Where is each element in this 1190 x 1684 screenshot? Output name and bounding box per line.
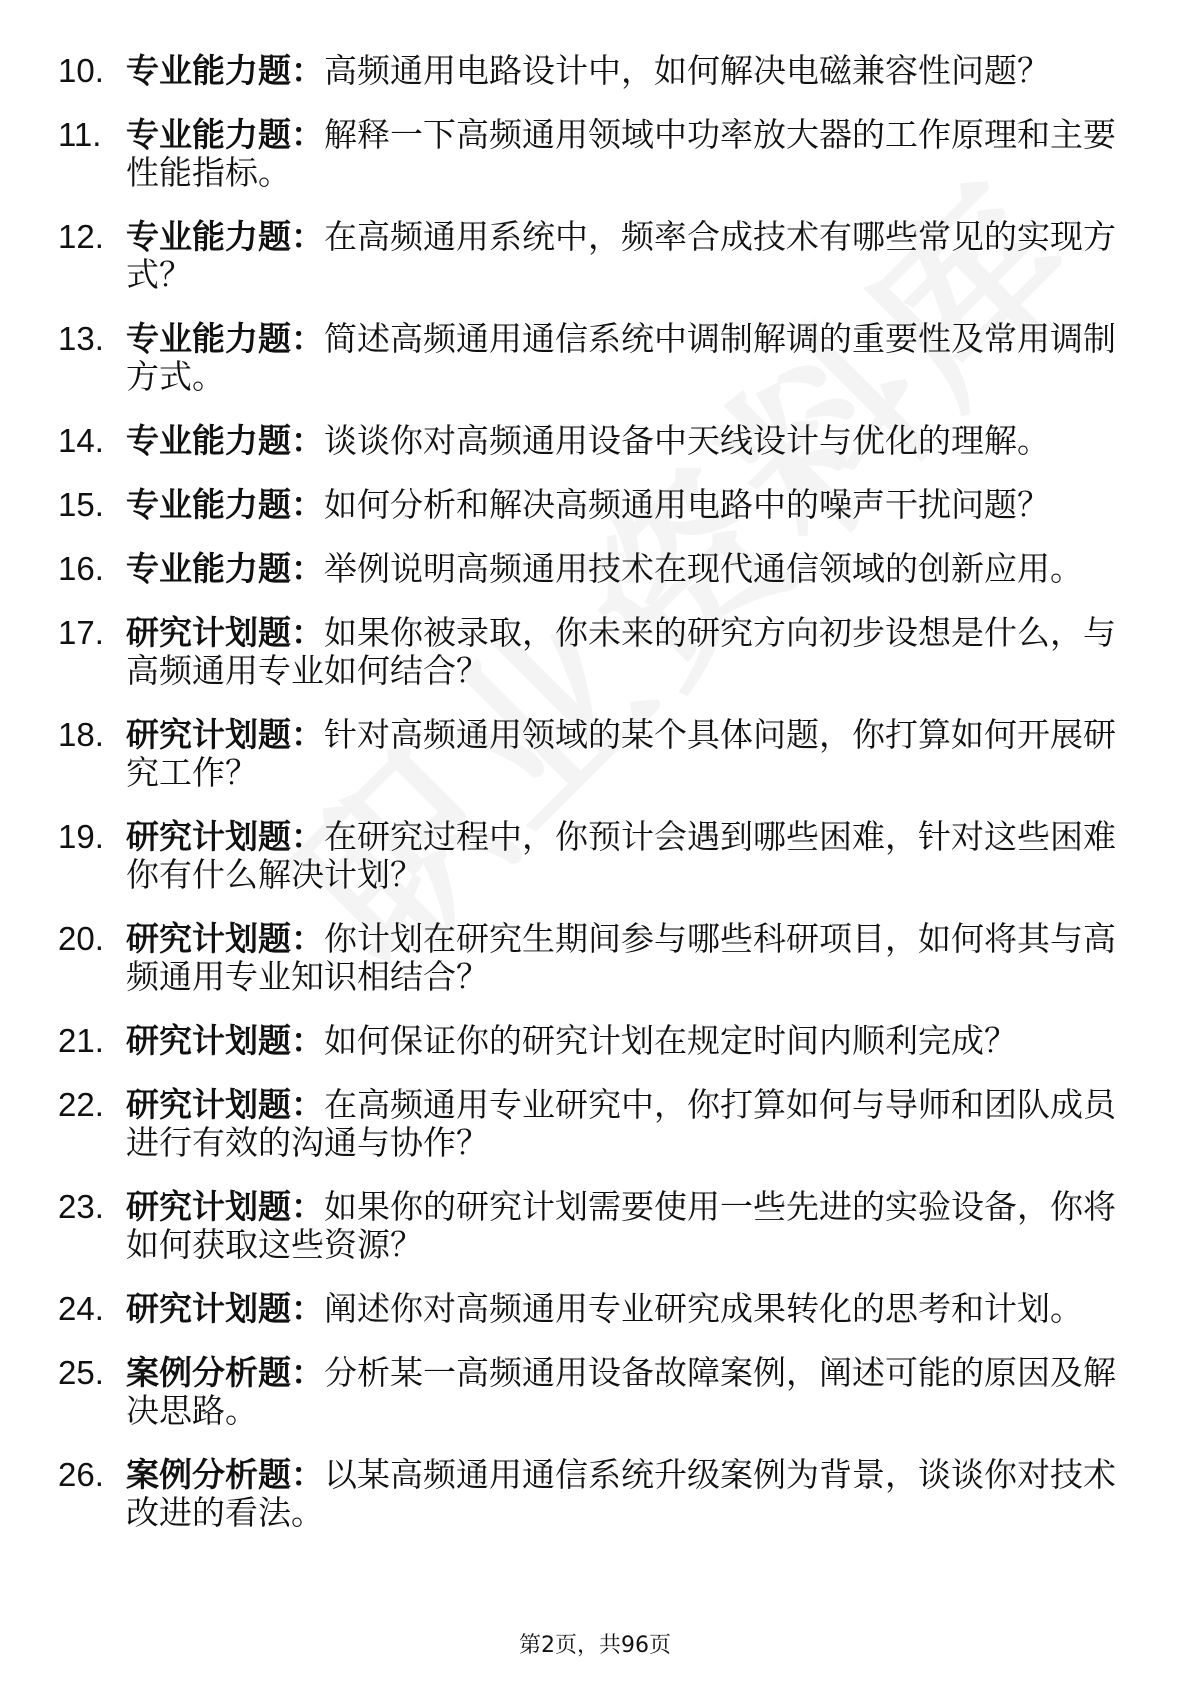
list-item [58,52,1118,90]
item-text: 针对高频通用领域的某个具体问题，你打算如何开展研究工作？ [126,715,1116,792]
list-item [58,422,1118,460]
list-item [58,1290,1118,1328]
list-item [58,1188,1118,1264]
item-text: 你计划在研究生期间参与哪些科研项目，如何将其与高频通用专业知识相结合？ [126,919,1116,996]
page-footer: 第2页，共96页 [519,1633,671,1658]
item-category: 研究计划题： [126,613,324,652]
item-number: 15. [58,486,104,523]
list-item [58,218,1118,294]
item-body [126,716,1118,792]
item-text: 简述高频通用通信系统中调制解调的重要性及常用调制方式。 [126,319,1116,396]
item-category: 专业能力题： [126,421,324,460]
list-item [58,550,1118,588]
item-text: 举例说明高频通用技术在现代通信领域的创新应用。 [324,549,1083,588]
item-category: 专业能力题： [126,217,324,256]
item-number: 17. [58,614,104,651]
list-item [58,920,1118,996]
item-body [126,422,1118,460]
item-number: 11. [58,116,102,153]
item-category: 研究计划题： [126,1187,324,1226]
item-body [126,1188,1118,1264]
item-number: 18. [58,716,104,753]
item-body [126,818,1118,894]
item-number: 16. [58,550,104,587]
item-number: 22. [58,1086,104,1123]
item-body [126,1354,1118,1430]
item-body [126,920,1118,996]
item-category: 专业能力题： [126,319,324,358]
item-category: 专业能力题： [126,549,324,588]
item-body [126,320,1118,396]
item-category: 专业能力题： [126,485,324,524]
question-list [58,52,1118,1558]
list-item [58,614,1118,690]
item-category: 专业能力题： [126,51,324,90]
item-category: 研究计划题： [126,715,324,754]
item-number: 23. [58,1188,104,1225]
item-text: 阐述你对高频通用专业研究成果转化的思考和计划。 [324,1289,1083,1328]
list-item [58,486,1118,524]
item-text: 如何保证你的研究计划在规定时间内顺利完成？ [324,1021,1017,1060]
list-item [58,1022,1118,1060]
item-body [126,1022,1118,1060]
item-body [126,218,1118,294]
item-text: 高频通用电路设计中，如何解决电磁兼容性问题？ [324,51,1050,90]
item-body [126,52,1118,90]
item-body [126,116,1118,192]
item-category: 研究计划题： [126,1021,324,1060]
list-item [58,1354,1118,1430]
item-category: 专业能力题： [126,115,324,154]
item-text: 谈谈你对高频通用设备中天线设计与优化的理解。 [324,421,1050,460]
item-number: 24. [58,1290,104,1327]
item-body [126,1456,1118,1532]
item-category: 案例分析题： [126,1353,324,1392]
item-body [126,1290,1118,1328]
item-number: 25. [58,1354,104,1391]
item-number: 14. [58,422,104,459]
list-item [58,818,1118,894]
item-body [126,614,1118,690]
item-text: 在高频通用系统中，频率合成技术有哪些常见的实现方式？ [126,217,1116,294]
item-number: 13. [58,320,104,357]
item-text: 如何分析和解决高频通用电路中的噪声干扰问题？ [324,485,1050,524]
item-body [126,550,1118,588]
list-item [58,716,1118,792]
item-number: 20. [58,920,104,957]
item-number: 12. [58,218,104,255]
item-text: 如果你的研究计划需要使用一些先进的实验设备，你将如何获取这些资源？ [126,1187,1116,1264]
item-text: 解释一下高频通用领域中功率放大器的工作原理和主要性能指标。 [126,115,1116,192]
list-item [58,116,1118,192]
item-text: 在高频通用专业研究中，你打算如何与导师和团队成员进行有效的沟通与协作？ [126,1085,1116,1162]
list-item [58,320,1118,396]
item-category: 研究计划题： [126,919,324,958]
item-text: 以某高频通用通信系统升级案例为背景，谈谈你对技术改进的看法。 [126,1455,1116,1532]
item-text: 分析某一高频通用设备故障案例，阐述可能的原因及解决思路。 [126,1353,1116,1430]
item-number: 10. [58,52,104,89]
list-item [58,1086,1118,1162]
item-body [126,486,1118,524]
list-item [58,1456,1118,1532]
item-category: 研究计划题： [126,1289,324,1328]
item-category: 案例分析题： [126,1455,324,1494]
item-text: 在研究过程中，你预计会遇到哪些困难，针对这些困难你有什么解决计划？ [126,817,1116,894]
item-body [126,1086,1118,1162]
item-category: 研究计划题： [126,817,324,856]
item-number: 26. [58,1456,104,1493]
item-number: 19. [58,818,104,855]
item-text: 如果你被录取，你未来的研究方向初步设想是什么，与高频通用专业如何结合？ [126,613,1116,690]
item-category: 研究计划题： [126,1085,324,1124]
item-number: 21. [58,1022,104,1059]
